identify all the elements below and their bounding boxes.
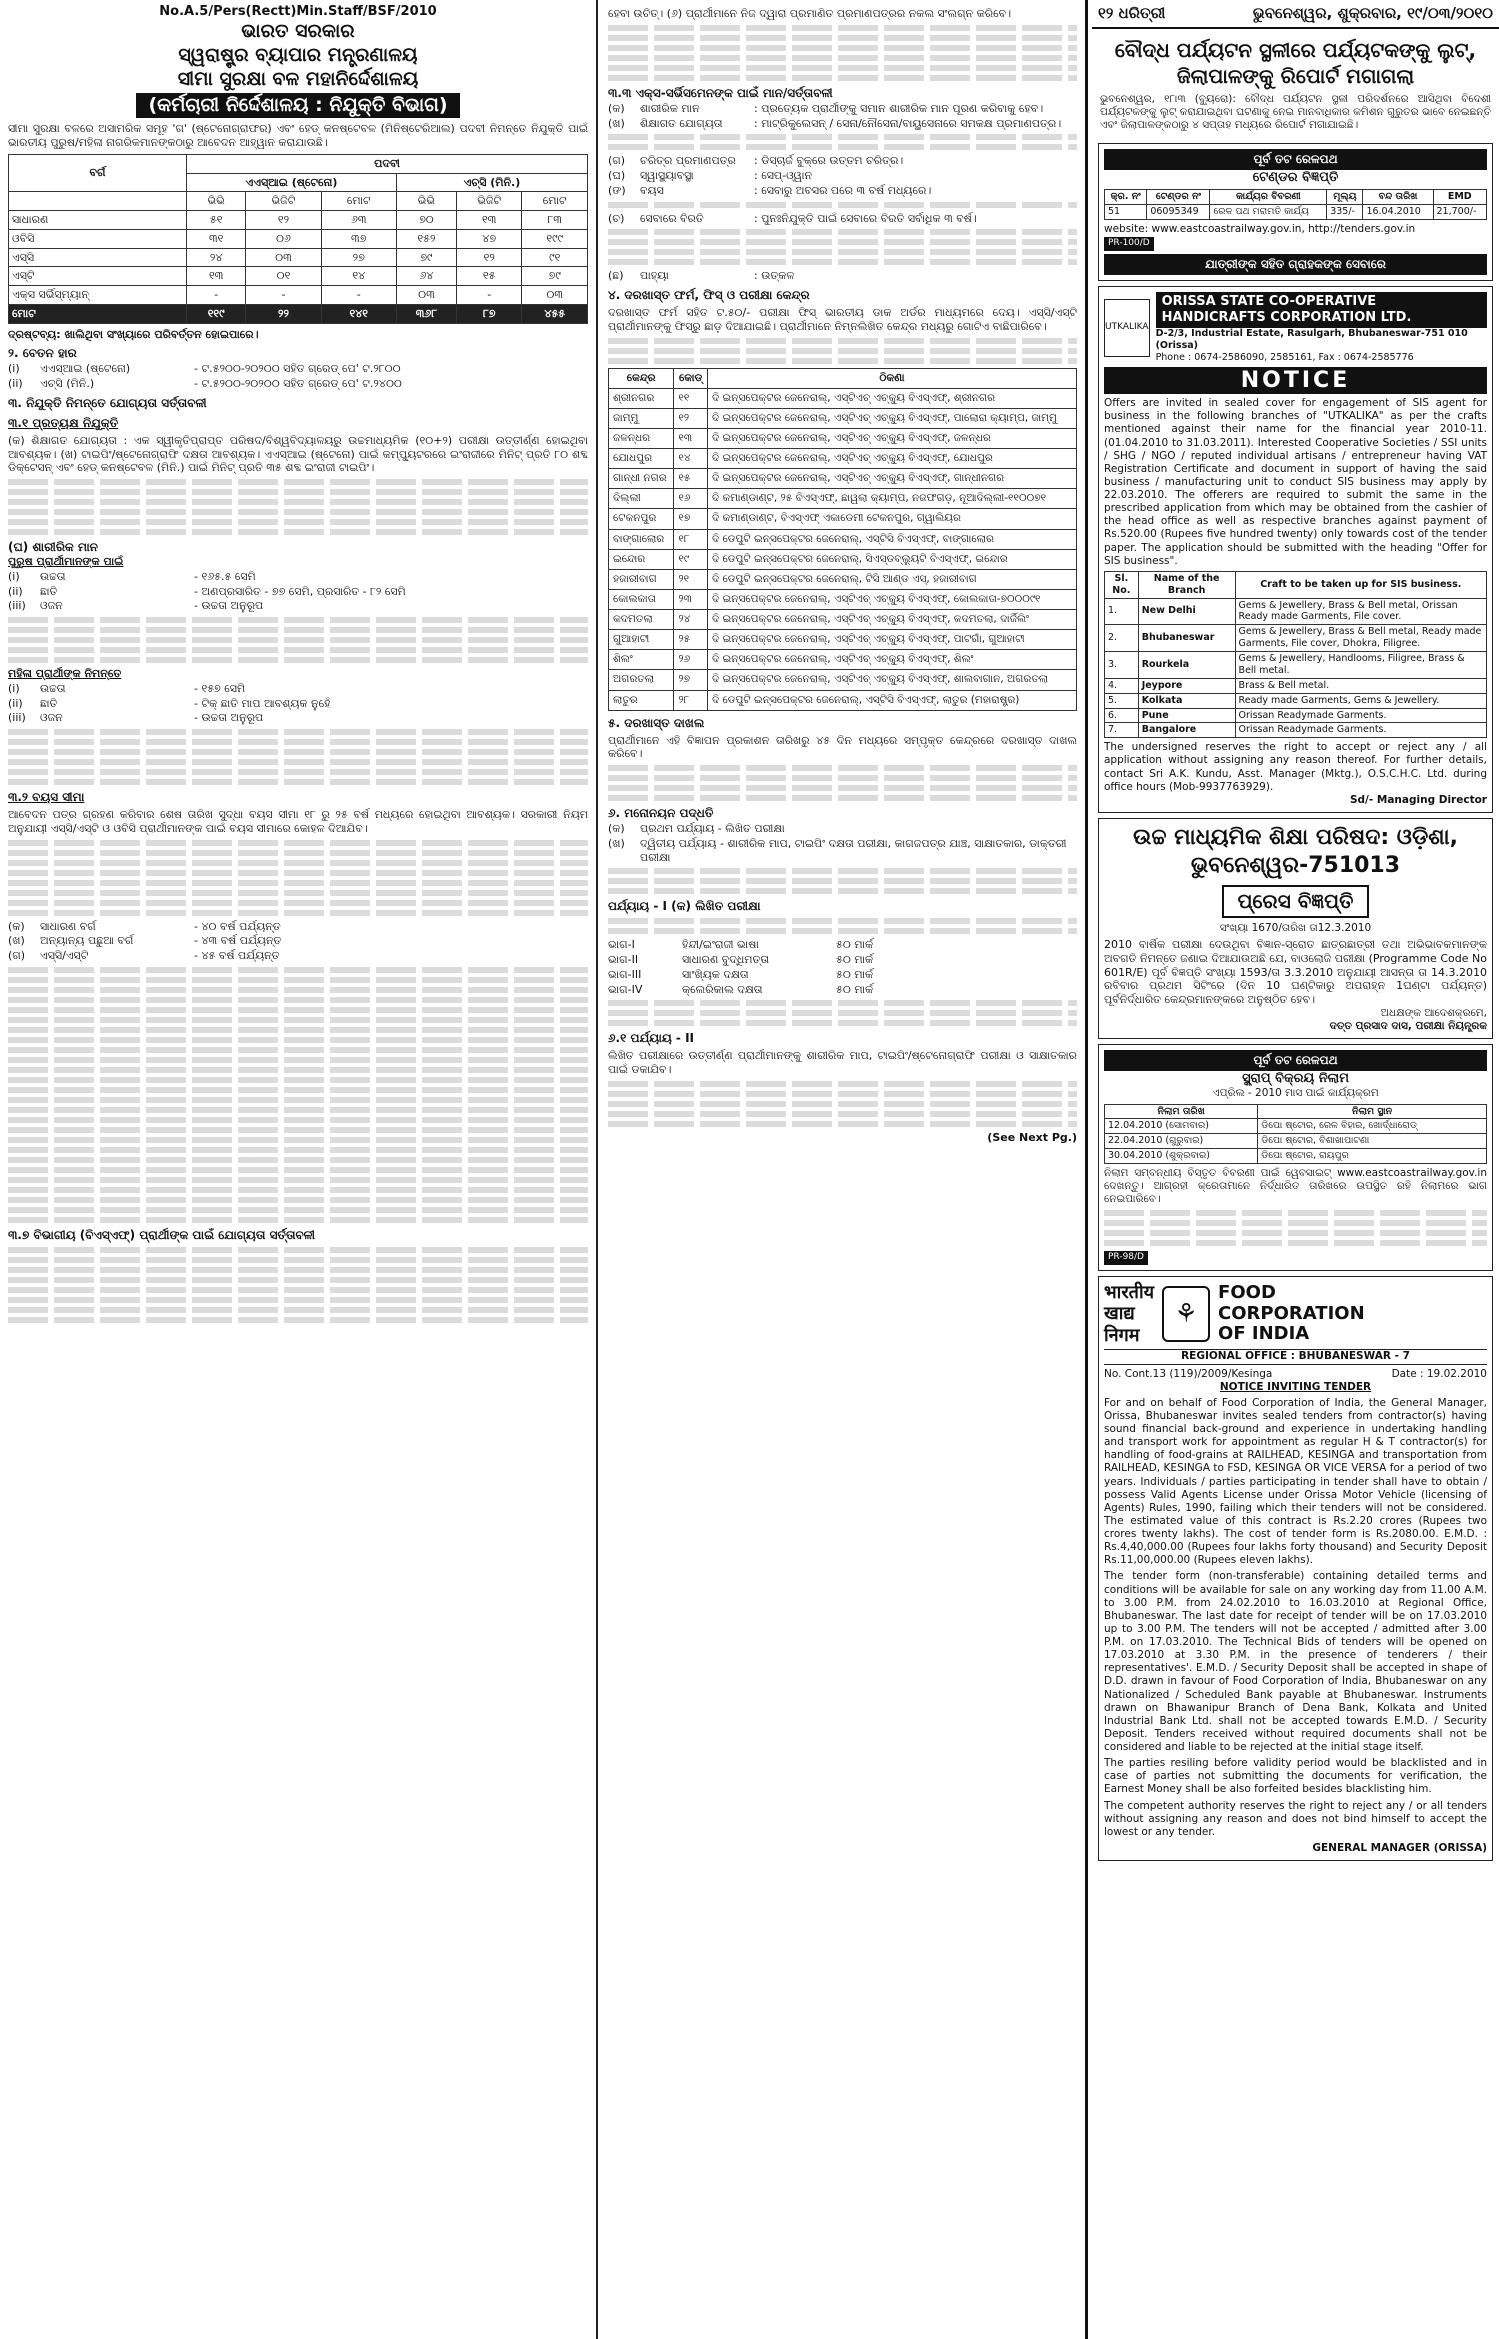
text-block xyxy=(8,637,588,643)
section-written-exam: ପର୍ଯ୍ୟାୟ - I (କ) ଲିଖିତ ପରୀକ୍ଷା xyxy=(608,899,761,914)
list-item: (ଖ) ଦ୍ୱିତୀୟ ପର୍ଯ୍ୟାୟ - ଶାରୀରିକ ମାପ, ଟାଇପିଂ ଦକ୍ଷତା ପରୀକ୍ଷା, କାଗଜପତ୍ର ଯାଞ୍ଚ, ସାକ୍ଷାତକାର, ଡାକ୍ତରୀ ପରୀକ୍ଷା xyxy=(608,836,1067,864)
see-next-page: (See Next Pg.) xyxy=(987,1130,1077,1144)
text-block xyxy=(608,1020,1077,1026)
text-block xyxy=(608,45,1077,51)
fci-paragraph-4: The competent authority reserves the right to reject any / or all tenders without assigning any reason and does not bind himself to accept the lowest or any tender. xyxy=(1104,1799,1487,1838)
fci-signature: GENERAL MANAGER (ORISSA) xyxy=(1312,1841,1487,1854)
text-block xyxy=(8,759,588,765)
list-item: (ଗ) ଚରିତ୍ର ପ୍ରମାଣପତ୍ର : ଡିସ୍‌ଚାର୍ଜ ବୁକ୍‌ରେ ଉତ୍ତମ ଚରିତ୍ର। xyxy=(608,154,904,168)
list-item: (ଙ) ବୟସ : ସେବାରୁ ଅବସର ପରେ ୩ ବର୍ଷ ମଧ୍ୟରେ। xyxy=(608,183,932,197)
section-ex-servicemen: ୩.୩ ଏକ୍ସ-ସର୍ଭିସମେନଙ୍କ ପାଇଁ ମାନ/ସର୍ତ୍ତାବଳୀ xyxy=(608,85,833,100)
text-block xyxy=(608,358,1077,364)
text-block xyxy=(8,479,588,485)
osc-header xyxy=(1104,292,1487,364)
table-row: 1. New Delhi Gems & Jewellery, Brass & Bell metal, Orissan Ready made Garments, File cover. xyxy=(1105,598,1487,625)
chse-text: 2010 ବାର୍ଷିକ ପରୀକ୍ଷା ଦେଉଥିବା ବିଜ୍ଞାନ-ସ୍ରୋତ ଛାତ୍ରଛାତ୍ରୀ ତଥା ଅଭିଭାବକମାନଙ୍କ ଅବଗତି ନିମନ୍ତେ ଜଣାଇ ଦିଆଯାଉଅଛି ଯେ, ବାଓଲୋଜି ପରୀକ୍ଷା (Programme Code No 601R/E) ପୂର୍ବ ବିଜ୍ଞପ୍ତି ସଂଖ୍ୟା 1593/ତା 3.3.2010 ଅନୁଯାୟୀ ଆସନ୍ତା ତା 14.3.2010 ରବିବାର ପ୍ରଥମ ସିଟିଂରେ (ଦିନ 10 ଘଣ୍ଟିକାରୁ ଅପରାହ୍ନ 1ଘଣ୍ଟା ପର୍ଯ୍ୟନ୍ତ) ପୂର୍ବନିର୍ଦ୍ଧାରିତ କେନ୍ଦ୍ରମାନଙ୍କରେ ଅନୁଷ୍ଠିତ ହେବ। xyxy=(1104,938,1487,1007)
text-block xyxy=(8,997,588,1003)
list-item: (ଚ) ସେବାରେ ବିରତି : ପୁନଃନିଯୁକ୍ତି ପାଇଁ ସେବାରେ ବିରତି ସର୍ବାଧିକ ୩ ବର୍ଷ। xyxy=(608,211,977,225)
auction-subheading: ସ୍କ୍ରାପ୍ ବିକ୍ରୟ ନିଲାମ xyxy=(1242,1071,1349,1087)
text-block xyxy=(608,878,1077,884)
bsf-header xyxy=(8,4,588,119)
table-row: 5. Kolkata Ready made Garments, Gems & Jewellery. xyxy=(1105,693,1487,708)
ecor-tender-ad xyxy=(1098,143,1493,280)
th-sub: ଭିଜିଟି xyxy=(246,192,321,211)
text-block xyxy=(8,840,588,846)
fci-header xyxy=(1104,1282,1487,1347)
list-item: (i) ଏଏସ୍ଆଇ (ଷ୍ଟେନୋ) - ଟ.୫୨୦୦-୨୦୨୦୦ ସହିତ ଗ୍ରେଡ୍ ପେ' ଟ.୨୮୦୦ xyxy=(8,362,401,376)
text-block xyxy=(8,987,588,993)
text-block xyxy=(8,870,588,876)
exam-centre-table xyxy=(608,368,1077,711)
table-row: ଗାନ୍ଧୀ ନଗର ୧୫ ଦି ଇନ୍‌ସପେକ୍ଟର ଜେନେରାଲ୍, ଏସ୍‌ଟିଏଚ୍ ଏଚ୍‌କ୍ୟୁ ବିଏସ୍‌ଏଫ୍, ଗାନ୍ଧୀନଗର xyxy=(609,469,1077,489)
fci-paragraph-3: The parties resiling before validity period would be blacklisted and in case of parties not submitting the documents for verification, the Earnest Money shall be also forfeited besides blacklisting him. xyxy=(1104,1757,1487,1796)
news-headline: ବୌଦ୍ଧ ପର୍ଯ୍ୟଟନ ସ୍ଥଳୀରେ ପର୍ଯ୍ୟଟକଙ୍କୁ ଲୁଟ୍, ଜିଲାପାଳଙ୍କୁ ରିପୋର୍ଟ ମଗାଗଲା xyxy=(1114,37,1477,88)
chse-title-line-1: ଉଚ୍ଚ ମାଧ୍ୟମିକ ଶିକ୍ଷା ପରିଷଦ: ଓଡ଼ିଶା, xyxy=(1133,824,1458,850)
text-block xyxy=(8,1047,588,1053)
th-asi-steno: ଏଏସ୍ଆଇ (ଷ୍ଟେନୋ) xyxy=(187,173,397,192)
table-row: କୋଲକାତା ୨୩ ଦି ଇନ୍‌ସପେକ୍ଟର ଜେନେରାଲ୍, ଏସ୍‌ଟିଏଚ୍ ଏଚ୍‌କ୍ୟୁ ବିଏସ୍‌ଏଫ୍, କୋଲକାତା-୭୦୦୦୯୧ xyxy=(609,589,1077,609)
section-age-limit: ୩.୨ ବୟସ ସୀମା xyxy=(8,790,85,804)
text-block xyxy=(8,739,588,745)
text-block xyxy=(1104,1210,1487,1216)
fci-wheat-logo-icon: ⚘ xyxy=(1162,1286,1210,1342)
table-row: ଏସ୍‌ସି ୨୪ ୦୩ ୨୭ ୭୯ ୧୨ ୯୧ xyxy=(9,248,588,267)
fci-date: Date : 19.02.2010 xyxy=(1391,1367,1487,1380)
text-block xyxy=(8,1177,588,1183)
stage-two-text: ଲିଖିତ ପରୀକ୍ଷାରେ ଉତ୍ତୀର୍ଣ୍ଣ ପ୍ରାର୍ଥୀମାନଙ୍କୁ ଶାରୀରିକ ମାପ, ଟାଇପିଂ/ଷ୍ଟେନୋଗ୍ରାଫି ପରୀକ୍ଷା ଓ ସାକ୍ଷାତକାର ପାଇଁ ଡକାଯିବ। xyxy=(608,1049,1077,1077)
text-block xyxy=(608,249,1077,255)
text-block xyxy=(608,259,1077,265)
text-block xyxy=(8,1077,588,1083)
chse-title-line-2: ଭୁବନେଶ୍ୱର-751013 xyxy=(1190,853,1401,879)
osc-name: ORISSA STATE CO-OPERATIVE HANDICRAFTS CORPORATION LTD. xyxy=(1156,292,1487,329)
chse-press-notice xyxy=(1098,818,1493,1039)
text-block xyxy=(608,765,1077,771)
text-block xyxy=(8,910,588,916)
text-block xyxy=(8,1167,588,1173)
text-block xyxy=(608,918,1077,924)
section-stage-two: ୬.୧ ପର୍ଯ୍ୟାୟ - II xyxy=(608,1031,694,1046)
text-block xyxy=(608,868,1077,874)
text-block xyxy=(8,1137,588,1143)
table-row: ଇନ୍ଦୋର ୧୯ ଦି ଡେପୁଟି ଇନ୍‌ସପେକ୍ଟର ଜେନେରାଲ୍, ସିଏସ୍‌ଡବ୍ଲ୍ୟୁଟି ବିଏସ୍‌ଏଫ୍, ଇନ୍ଦୋର xyxy=(609,549,1077,569)
section-application-form: ୪. ଦରଖାସ୍ତ ଫର୍ମ, ଫିସ୍ ଓ ପରୀକ୍ଷା କେନ୍ଦ୍ର xyxy=(608,288,810,302)
table-row: 51 06095349 ରେଳ ପଥ ମରାମତି କାର୍ଯ୍ୟ 335/- 16.04.2010 21,700/- xyxy=(1105,205,1487,220)
text-block xyxy=(608,134,1077,140)
ecor-auction-ad xyxy=(1098,1044,1493,1271)
osc-signature: Sd/- Managing Director xyxy=(1349,793,1487,806)
text-block xyxy=(8,1057,588,1063)
male-candidates-heading: ପୁରୁଷ ପ୍ରାର୍ଥୀମାନଙ୍କ ପାଇଁ xyxy=(8,555,124,568)
text-block xyxy=(8,1307,588,1313)
table-row: ସାଧାରଣ ୫୧ ୧୨ ୬୩ ୭୦ ୧୩ ୮୩ xyxy=(9,211,588,230)
newspaper-page-label: ୧୨ ଧରିତ୍ରୀ xyxy=(1098,4,1166,22)
text-block xyxy=(8,900,588,906)
table-row: ଏକ୍ସ ସର୍ଭିସ୍‌ମ୍ୟାନ୍ - - - ୦୩ - ୦୩ xyxy=(9,286,588,305)
reference-number: No.A.5/Pers(Rectt)Min.Staff/BSF/2010 xyxy=(159,4,437,19)
text-block xyxy=(8,1187,588,1193)
text-block xyxy=(608,75,1077,81)
osc-footer-text: The undersigned reserves the right to accept or reject any / all application without assigning any reason thereof. For further details, contact Sri A.K. Kundu, Asst. Manager (Mktg.), O.S.C.H.C. Ltd. during office hours (Mob-9937763929). xyxy=(1104,741,1487,793)
header-line-1: ଭାରତ ସରକାର xyxy=(241,20,355,43)
table-row: ଯୋଧପୁର ୧୪ ଦି ଇନ୍‌ସପେକ୍ଟର ଜେନେରାଲ୍, ଏସ୍‌ଟିଏଚ୍ ଏଚ୍‌କ୍ୟୁ ବିଏସ୍‌ଏଫ୍, ଯୋଧପୁର xyxy=(609,449,1077,469)
list-item: (iii) ଓଜନ - ଉଚ୍ଚତା ଅନୁରୂପ xyxy=(8,711,264,725)
list-item: (i) ଉଚ୍ଚତା - ୧୫୭ ସେମି xyxy=(8,681,246,695)
fci-contract-number: No. Cont.13 (119)/2009/Kesinga xyxy=(1104,1367,1273,1380)
text-block xyxy=(8,850,588,856)
th-address: ଠିକଣା xyxy=(707,368,1076,388)
text-block xyxy=(8,1317,588,1323)
text-block xyxy=(8,860,588,866)
table-row: ଗୁଆହାଟୀ ୨୫ ଦି ଇନ୍‌ସପେକ୍ଟର ଜେନେରାଲ୍, ଏସ୍‌ଟିଏଚ୍ ଏଚ୍‌କ୍ୟୁ ବିଏସ୍‌ଏଫ୍, ପାଟଗାଁ, ଗୁଆହାଟୀ xyxy=(609,630,1077,650)
osc-notice-text: Offers are invited in sealed cover for engagement of SIS agent for business in the following branches of "UTKALIKA" as per the crafts mentioned against their name for the financial year 2010-11. (01.04.2010 to 31.03.2011). Interested Cooperative Societies / SSI units / SHG / NGO / reputed individual artisans / entrepreneur having VAT Registration Certificate and document in support of having the said business / manufacturing unit to conduct SIS business may apply by 22.03.2010. The offerers are required to submit the same in the prescribed application from which may be obtained from the cashier of the head office as well as respective branches against payment of Rs.520.00 (Rupees five hundred twenty) only towards cost of the tender paper. The application should be submitted with the heading "Offer for SIS business". xyxy=(1104,397,1487,567)
list-item: ଭାଗ-III ସାଂଖ୍ୟିକ ଦକ୍ଷତା ୫୦ ମାର୍କ xyxy=(608,967,874,981)
list-item: (କ) ପ୍ରଥମ ପର୍ଯ୍ୟାୟ - ଲିଖିତ ପରୀକ୍ଷା xyxy=(608,822,785,836)
ecor-subheading: ଟେଣ୍ଡର ବିଜ୍ଞପ୍ତି xyxy=(1252,170,1339,186)
ecor-website: website: www.eastcoastrailway.gov.in, http://tenders.gov.in xyxy=(1104,223,1416,236)
text-block xyxy=(8,729,588,735)
list-item: (ii) ଏଚ୍‌ସି (ମିନି.) - ଟ.୫୨୦୦-୨୦୨୦୦ ସହିତ ଗ୍ରେଡ୍ ପେ' ଟ.୨୪୦୦ xyxy=(8,377,402,390)
text-block xyxy=(8,627,588,633)
fci-english-name: FOOD CORPORATION OF INDIA xyxy=(1218,1282,1365,1345)
text-block xyxy=(8,779,588,785)
text-block xyxy=(8,1087,588,1093)
table-row: ଲାତୁର ୨୮ ଦି ଡେପୁଟି ଇନ୍‌ସପେକ୍ଟର ଜେନେରାଲ୍, ଏସ୍‌ଟିସି ବିଏସ୍‌ଏଫ୍, ଲାତୁର (ମହାରାଷ୍ଟ୍ର) xyxy=(609,690,1077,710)
th-sub: ଭିଭି xyxy=(187,192,246,211)
section-pay-scale: ୨. ବେତନ ହାର xyxy=(8,346,77,361)
list-item: ଭାଗ-II ସାଧାରଣ ବୁଦ୍ଧିମତ୍ତା ୫୦ ମାର୍କ xyxy=(608,953,874,967)
th-sub: ଭିଜିଟି xyxy=(456,192,522,211)
right-column xyxy=(1092,0,1499,2339)
text-block xyxy=(8,1117,588,1123)
text-block xyxy=(8,1157,588,1163)
notice-heading: NOTICE xyxy=(1104,367,1487,395)
table-row: ବାଙ୍ଗାଲୋର ୧୮ ଦି ଡେପୁଟି ଇନ୍‌ସପେକ୍ଟର ଜେନେରାଲ୍, ଏସ୍‌ଟିସି ବିଏସ୍‌ଏଫ୍, ବାଙ୍ଗାଲୋର xyxy=(609,529,1077,549)
text-block xyxy=(8,1217,588,1223)
auction-table: ନିଲାମ ତାରିଖ ନିଲାମ ସ୍ଥାନ 12.04.2010 (ସୋମବାର) ଡିପୋ ଷ୍ଟୋର, ରେଳ ବିହାର, ଖୋର୍ଦ୍ଧାରୋଡ୍ 22.04.2010 (ଗୁରୁବାର) ଡିପୋ ଷ୍ଟୋର, ବିଶାଖାପାଟଣା 30.04.2010 (ଶୁକ୍ରବାର) ଡିପୋ ଷ୍ଟୋର, ରାୟପୁର xyxy=(1104,1104,1487,1165)
table-row: 22.04.2010 (ଗୁରୁବାର) ଡିପୋ ଷ୍ଟୋର, ବିଶାଖାପାଟଣା xyxy=(1105,1134,1487,1149)
text-block xyxy=(608,1010,1077,1016)
text-block xyxy=(8,1097,588,1103)
header-directorate: (କର୍ମଚାରୀ ନିର୍ଦ୍ଦେଶାଳୟ : ନିଯୁକ୍ତି ବିଭାଗ) xyxy=(136,93,459,119)
table-row: ଓବିସି ୩୧ ୦୬ ୩୭ ୧୫୨ ୪୭ ୧୯୯ xyxy=(9,229,588,248)
text-block xyxy=(608,1111,1077,1117)
text-block xyxy=(608,1121,1077,1127)
ecor-heading: ପୂର୍ବ ତଟ ରେଳପଥ xyxy=(1104,149,1487,170)
text-block xyxy=(8,509,588,515)
text-block xyxy=(608,229,1077,235)
top-text: ହେବା ଉଚିତ୍। (୬) ପ୍ରାର୍ଥୀମାନେ ନିଜ ଦ୍ୱାରା ପ୍ରମାଣିତ ପ୍ରମାଣପତ୍ରର ନକଲ ସଂଲଗ୍ନ କରିବେ। xyxy=(608,7,1012,20)
list-item: ଭାଗ-IV କ୍ଲେରିକାଲ ଦକ୍ଷତା ୫୦ ମାର୍କ xyxy=(608,982,874,996)
ecor-code: PR-100/D xyxy=(1104,237,1154,250)
section-eligibility: ୩. ନିଯୁକ୍ତି ନିମନ୍ତେ ଯୋଗ୍ୟତା ସର୍ତ୍ତାବଳୀ xyxy=(8,395,207,410)
text-block xyxy=(608,785,1077,791)
table-row: 7. Bangalore Orissan Readymade Garments. xyxy=(1105,723,1487,738)
text-block xyxy=(608,338,1077,344)
table-row: ଜଳନ୍ଧର ୧୩ ଦି ଇନ୍‌ସପେକ୍ଟର ଜେନେରାଲ୍, ଏସ୍‌ଟିଏଚ୍ ଏଚ୍‌କ୍ୟୁ ବିଏସ୍‌ଏଫ୍, ଜଳନ୍ଧର xyxy=(609,428,1077,448)
newspaper-date: ଭୁବନେଶ୍ୱର, ଶୁକ୍ରବାର, ୧୯/୦୩/୨୦୧୦ xyxy=(1252,4,1493,22)
list-item: (ଗ) ଏସ୍‌ସି/ଏସ୍‌ଟି - ୪୫ ବର୍ଷ ପର୍ଯ୍ୟନ୍ତ xyxy=(8,949,280,962)
text-block xyxy=(8,1147,588,1153)
text-block xyxy=(8,880,588,886)
text-block xyxy=(608,1091,1077,1097)
text-block xyxy=(608,202,1077,208)
th-category: ବର୍ଗ xyxy=(9,154,187,192)
text-block xyxy=(608,35,1077,41)
th-sub: ଭିଭି xyxy=(396,192,456,211)
text-block xyxy=(608,239,1077,245)
fci-hindi-name: भारतीय खाद्य निगम xyxy=(1104,1281,1155,1346)
fci-notice-title: NOTICE INVITING TENDER xyxy=(1219,1380,1372,1393)
text-block xyxy=(8,1277,588,1283)
table-row: 2. Bhubaneswar Gems & Jewellery, Brass & Bell metal, Ready made Garments, File cover, Dhokra, Filigree. xyxy=(1105,625,1487,652)
vacancy-table xyxy=(8,154,588,324)
th-centre: କେନ୍ଦ୍ର xyxy=(609,368,674,388)
text-block xyxy=(8,977,588,983)
female-candidates-heading: ମହିଳା ପ୍ରାର୍ଥୀଙ୍କ ନିମନ୍ତେ xyxy=(8,667,122,680)
text-block xyxy=(608,25,1077,31)
osc-address: D-2/3, Industrial Estate, Rasulgarh, Bhubaneswar-751 010 (Orissa) xyxy=(1155,328,1468,351)
chse-signature-line-2: ଦତ୍ତ ପ୍ରସାଦ ଦାସ, ପରୀକ୍ଷା ନିୟନ୍ତ୍ରକ xyxy=(1329,1020,1487,1033)
fci-ref-row xyxy=(1104,1368,1487,1381)
text-block xyxy=(608,928,1077,934)
text-block xyxy=(8,617,588,623)
table-row: କଦମତଲା ୨୪ ଦି ଇନ୍‌ସପେକ୍ଟର ଜେନେରାଲ୍, ଏସ୍‌ଟିଏଚ୍ ଏଚ୍‌କ୍ୟୁ ବିଏସ୍‌ଏଫ୍, କଦମତଲା, ଦାର୍ଜିଲିଂ xyxy=(609,610,1077,630)
text-block xyxy=(1104,1230,1487,1236)
fci-paragraph-2: The tender form (non-transferable) containing detailed terms and conditions will be available for sale on any working day from 11.00 A.M. to 3.00 P.M. from 24.02.2010 to 16.03.2010 at Regional Office, Bhubaneswar. The last date for receipt of tender will be on 17.03.2010 up to 3.00 P.M. The tenders will not be accepted / admitted after 3.00 P.M. on 17.03.2010. The Technical Bids of tenders will be opened on 17.03.2010 at 3.30 P.M. in the presence of tenderers / their representatives'. E.M.D. / Security Deposit shall be accepted in shape of D.D. drawn in favour of Food Corporation of India, Bhubaneswar on any Nationalized / Scheduled Bank payable at Bhubaneswar. Instruments drawn on Bhawanipur Branch of Dena Bank, Kolkata and United Industrial Bank Ltd. shall not be accepted towards E.M.D. / Security Deposit. Tenders received without required documents shall not be considered and liable to be rejected at the initial stage itself. xyxy=(1104,1570,1487,1754)
text-block xyxy=(608,65,1077,71)
list-item: (ଖ) ଅନ୍ୟାନ୍ୟ ପଛୁଆ ବର୍ଗ - ୪୩ ବର୍ଷ ପର୍ଯ୍ୟନ୍ତ xyxy=(8,934,282,948)
section-submission: ୫. ଦରଖାସ୍ତ ଦାଖଲ xyxy=(608,715,705,730)
table-row: 6. Pune Orissan Readymade Garments. xyxy=(1105,708,1487,723)
text-block xyxy=(608,1000,1077,1006)
fci-paragraph-1: For and on behalf of Food Corporation of India, the General Manager, Orissa, Bhubaneswar invites sealed tenders from contractor(s) having sound financial back-ground and experience in undertaking handling and transport work for appointment as regular H & T contractor(s) for handling of food-grains at RAILHEAD, KESINGA and transportation from RAILHEAD, KESINGA to FSD, KESINGA OR VICE VERSA for a period of two years. Individuals / parties participating in tender shall have to obtain / possess Valid Agents License under Orissa Motor Vehicle (licensing of Agents) Rules, 1990, failing which their tenders will not be considered. The estimated value of this contract is Rs.2.20 crores (Rupees two crores twenty lakhs). The cost of tender form is Rs.2080.00. E.M.D. : Rs.4,40,000.00 (Rupees four lakhs forty thousand) and Security Deposit Rs.11,00,000.00 (Rupees eleven lakhs). xyxy=(1104,1396,1487,1567)
list-item: (ଛ) ପାହ୍ୟା : ଉତ୍କଳ xyxy=(608,269,795,283)
header-line-3: ସୀମା ସୁରକ୍ଷା ବଳ ମହାନିର୍ଦ୍ଦେଶାଳୟ xyxy=(177,67,419,90)
text-block xyxy=(8,749,588,755)
fci-tender-notice xyxy=(1098,1276,1493,1861)
table-row: ହଜାରୀବାଗ ୨୧ ଦି ଡେପୁଟି ଇନ୍‌ସପେକ୍ଟର ଜେନେରାଲ୍, ଟିସି ଆଣ୍ଡ ଏସ୍, ହଜାରୀବାଗ xyxy=(609,569,1077,589)
table-row: 4. Jeypore Brass & Bell metal. xyxy=(1105,678,1487,693)
chse-number: ସଂଖ୍ୟା 1670/ତାରିଖ ତା12.3.2010 xyxy=(1219,922,1372,935)
th-sub: ମୋଟ xyxy=(522,192,588,211)
text-block xyxy=(8,1007,588,1013)
fci-region: REGIONAL OFFICE : BHUBANESWAR - 7 xyxy=(1104,1349,1487,1364)
th-post: ପଦବୀ xyxy=(187,154,588,173)
text-block xyxy=(608,55,1077,61)
list-item: (ii) ଛାତି - ଟିକ୍ ଛାତି ମାପ ଆବଶ୍ୟକ ନୁହେଁ xyxy=(8,696,331,710)
text-block xyxy=(608,888,1077,894)
table-row: ଶିଲଂ ୨୬ ଦି ଇନ୍‌ସପେକ୍ଟର ଜେନେରାଲ୍, ଏସ୍‌ଟିଏଚ୍ ଏଚ୍‌କ୍ୟୁ ବିଏସ୍‌ଏଫ୍, ଶିଲଂ xyxy=(609,650,1077,670)
list-item: (i) ଉଚ୍ଚତା - ୧୬୫.୫ ସେମି xyxy=(8,569,256,583)
text-block xyxy=(8,1017,588,1023)
text-block xyxy=(8,1027,588,1033)
text-block xyxy=(8,769,588,775)
list-item: ଭାଗ-I ହିନ୍ଦୀ/ଇଂରାଜୀ ଭାଷା ୫୦ ମାର୍କ xyxy=(608,938,874,952)
text-block xyxy=(608,144,1077,150)
text-block xyxy=(1104,1240,1487,1246)
th-code: କୋଡ୍ xyxy=(674,368,708,388)
osc-phone: Phone : 0674-2586090, 2585161, Fax : 0674-2585776 xyxy=(1155,351,1414,363)
text-block xyxy=(608,348,1077,354)
text-block xyxy=(8,1257,588,1263)
list-item: (ଘ) ସ୍ୱାସ୍ଥ୍ୟାବସ୍ଥା : ସେପ୍-ଓ୍ୱାନ xyxy=(608,169,813,182)
table-row: ଶ୍ରୀନଗର ୧୧ ଦି ଇନ୍‌ସପେକ୍ଟର ଜେନେରାଲ୍, ଏସ୍‌ଟିଏଚ୍ ଏଚ୍‌କ୍ୟୁ ବିଏସ୍‌ଏଫ୍, ଶ୍ରୀନଗର xyxy=(609,388,1077,408)
list-item: (ii) ଛାତି - ଅଣପ୍ରସାରିତ - ୭୭ ସେମି, ପ୍ରସାରିତ - ୮୨ ସେମି xyxy=(8,584,406,598)
list-item: (iii) ଓଜନ - ଉଚ୍ଚତା ଅନୁରୂପ xyxy=(8,599,264,613)
text-block xyxy=(1104,1220,1487,1226)
text-block xyxy=(8,967,588,973)
chse-signature-line-1: ଅଧକ୍ଷଙ୍କ ଆଦେଶକ୍ରମେ, xyxy=(1380,1006,1487,1019)
list-item: (କ) ସାଧାରଣ ବର୍ଗ - ୪୦ ବର୍ଷ ପର୍ଯ୍ୟନ୍ତ xyxy=(8,919,281,933)
text-block xyxy=(608,1081,1077,1087)
table-row: ଦିଲ୍ଲୀ ୧୬ ଦି କମାଣ୍ଡାଣ୍ଟ, ୨୫ ବିଏସ୍‌ଏଫ୍, ଛାୱଲା କ୍ୟାମ୍ପ, ନଜଫଗଡ଼, ନୂଆଦିଲ୍ଲୀ-୧୧୦୦୭୧ xyxy=(609,489,1077,509)
osc-branch-table: Sl. No. Name of the Branch Craft to be taken up for SIS business. 1. New Delhi Gems & Jewellery, Brass & Bell metal, Orissan Ready made Garments, File cover. 2. Bhubaneswar Gems & Jewellery, Brass & Bell metal, Ready made Garments, File cover, Dhokra, Filigree. 3. Rourkela Gems & Jewellery, Handlooms, Filigree, Brass & Bell metal. 4. Jeypore Brass & Bell metal. 5. Kolkata Ready made Garments, Gems & Jewellery. 6. Pune Orissan Readymade Garments. 7. Bangalore Orissan Readymade Garments. xyxy=(1104,571,1487,739)
text-block xyxy=(8,499,588,505)
text-block xyxy=(8,1207,588,1213)
th-sub: ମୋଟ xyxy=(321,192,396,211)
text-block xyxy=(8,489,588,495)
auction-schedule: ଏପ୍ରିଲ - 2010 ମାସ ପାଇଁ କାର୍ଯ୍ୟକ୍ରମ xyxy=(1212,1087,1379,1100)
section-direct-recruitment: ୩.୧ ପ୍ରତ୍ୟକ୍ଷ ନିଯୁକ୍ତି xyxy=(8,415,119,430)
table-row: 12.04.2010 (ସୋମବାର) ଡିପୋ ଷ୍ଟୋର, ରେଳ ବିହାର, ଖୋର୍ଦ୍ଧାରୋଡ୍ xyxy=(1105,1119,1487,1134)
note-text: ଦ୍ରଷ୍ଟବ୍ୟ: ଖାଲିଥିବା ସଂଖ୍ୟାରେ ପରିବର୍ତ୍ତନ ହୋଇପାରେ। xyxy=(8,327,259,341)
text-block xyxy=(8,657,588,663)
submission-text: ପ୍ରାର୍ଥୀମାନେ ଏହି ବିଜ୍ଞାପନ ପ୍ରକାଶନ ତାରିଖରୁ ୪୫ ଦିନ ମଧ୍ୟରେ ସମ୍ପୃକ୍ତ କେନ୍ଦ୍ରରେ ଦରଖାସ୍ତ ଦାଖଲ କରିବେ। xyxy=(608,733,1077,761)
table-row: ଜାମ୍ମୁ ୧୨ ଦି ଇନ୍‌ସପେକ୍ଟର ଜେନେରାଲ୍, ଏସ୍‌ଟିଏଚ୍ ଏଚ୍‌କ୍ୟୁ ବିଏସ୍‌ଏଫ୍, ପାଲୋରା କ୍ୟାମ୍ପ, ଜାମ୍ମୁ xyxy=(609,408,1077,428)
auction-text: ନିଲାମ ସମ୍ବନ୍ଧୀୟ ବିସ୍ତୃତ ବିବରଣୀ ପାଇଁ ୱେବସାଇଟ୍ www.eastcoastrailway.gov.in ଦେଖନ୍ତୁ। ଆଗ୍ରହୀ କ୍ରେତାମାନେ ନିର୍ଦ୍ଧାରିତ ତାରିଖରେ ଉପସ୍ଥିତ ରହି ନିଲାମରେ ଭାଗ ନେଇପାରିବେ। xyxy=(1104,1167,1487,1206)
th-hc-min: ଏଚ୍‌ସି (ମିନି.) xyxy=(396,173,587,192)
table-row: 30.04.2010 (ଶୁକ୍ରବାର) ଡିପୋ ଷ୍ଟୋର, ରାୟପୁର xyxy=(1105,1149,1487,1164)
eligibility-text: (କ) ଶିକ୍ଷାଗତ ଯୋଗ୍ୟତା : ଏକ ସ୍ୱୀକୃତିପ୍ରାପ୍ତ ପରିଷଦ/ବିଶ୍ୱବିଦ୍ୟାଳୟରୁ ଉଚ୍ଚମାଧ୍ୟମିକ (୧୦+୨) ପରୀକ୍ଷା ଉତ୍ତୀର୍ଣ୍ଣ ହୋଇଥିବା ଆବଶ୍ୟକ। (ଖ) ଟାଇପିଂ/ଷ୍ଟେନୋଗ୍ରାଫି ଦକ୍ଷତା ଆବଶ୍ୟକ। ଏଏସ୍ଆଇ (ଷ୍ଟେନୋ) ପାଇଁ କମ୍ପ୍ୟୁଟରରେ ଇଂରାଜୀରେ ମିନିଟ୍ ପ୍ରତି ୮୦ ଶବ୍ଦ ଡିକ୍ଟେସନ୍ ଏବଂ ହେଡ୍ କନଷ୍ଟେବଳ (ମିନି.) ପାଇଁ ମିନିଟ୍ ପ୍ରତି ୩୫ ଶବ୍ଦ ଇଂରାଜୀ ଟାଇପିଂ। xyxy=(8,433,588,475)
auction-heading: ପୂର୍ବ ତଟ ରେଳପଥ xyxy=(1104,1050,1487,1071)
text-block xyxy=(8,1287,588,1293)
text-block xyxy=(608,775,1077,781)
text-block xyxy=(8,519,588,525)
application-text: ଦରଖାସ୍ତ ଫର୍ମ ସହିତ ଟ.୫୦/- ପରୀକ୍ଷା ଫିସ୍ ଭାରତୀୟ ଡାକ ଅର୍ଡର ମାଧ୍ୟମରେ ଦେୟ। ଏସ୍‌ସି/ଏସ୍‌ଟି ପ୍ରାର୍ଥୀମାନଙ୍କୁ ଫିସ୍‌ରୁ ଛାଡ଼ ଦିଆଯାଇଛି। ପ୍ରାର୍ଥୀମାନେ ନିମ୍ନଲିଖିତ କେନ୍ଦ୍ର ମଧ୍ୟରୁ ଗୋଟିଏ ବାଛିପାରିବେ। xyxy=(608,306,1077,333)
section-selection: ୬. ମନୋନୟନ ପଦ୍ଧତି xyxy=(608,806,714,821)
text-block xyxy=(8,529,588,535)
text-block xyxy=(8,1197,588,1203)
intro-paragraph: ସୀମା ସୁରକ୍ଷା ବଳରେ ଅସାମରିକ ସମୂହ 'ଗ' (ଷ୍ଟେନୋଗ୍ରାଫର) ଏବଂ ହେଡ୍ କନଷ୍ଟେବଳ (ମିନିଷ୍ଟେରିଆଲ) ପଦବୀ ନିମନ୍ତେ ନିଯୁକ୍ତି ପାଇଁ ଭାରତୀୟ ପୁରୁଷ/ମହିଳା ନାଗରିକମାନଙ୍କଠାରୁ ଆବେଦନ ଆହ୍ୱାନ କରାଯାଉଛି। xyxy=(8,122,588,149)
masthead xyxy=(1092,0,1499,29)
text-block xyxy=(8,647,588,653)
bsf-advertisement xyxy=(0,0,598,2339)
age-limit-text: ଆବେଦନ ପତ୍ର ଗ୍ରହଣ କରିବାର ଶେଷ ତାରିଖ ସୁଦ୍ଧା ବୟସ ସୀମା ୧୮ ରୁ ୨୫ ବର୍ଷ ମଧ୍ୟରେ ହୋଇଥିବା ଆବଶ୍ୟକ। ସରକାରୀ ନିୟମ ଅନୁଯାୟୀ ଏସ୍‌ସି/ଏସ୍‌ଟି ଓ ଓବିସି ପ୍ରାର୍ଥୀମାନଙ୍କ ପାଇଁ ବୟସ ସୀମାରେ କୋହଳ ଦିଆଯିବ। xyxy=(8,808,588,835)
text-block xyxy=(8,1247,588,1253)
text-block xyxy=(8,1037,588,1043)
text-block xyxy=(8,1107,588,1113)
section-physical-standards: (ଘ) ଶାରୀରିକ ମାନ xyxy=(8,540,98,554)
text-block xyxy=(608,795,1077,801)
text-block xyxy=(8,1127,588,1133)
text-block xyxy=(608,1101,1077,1107)
utkalika-logo-icon: UTKALIKA xyxy=(1104,299,1150,357)
table-row: ଟେକନପୁର ୧୭ ଦି କମାଣ୍ଡାଣ୍ଟ, ବିଏସ୍‌ଏଫ୍ ଏକାଡେମୀ ଟେକନପୁର, ଗ୍ୱାଲିୟର xyxy=(609,509,1077,529)
list-item: (ଖ) ଶିକ୍ଷାଗତ ଯୋଗ୍ୟତା : ମାଟ୍ରିକୁଲେସନ୍ / ସେନା/ନୌସେନା/ବାୟୁସେନାରେ ସମକକ୍ଷ ପ୍ରମାଣପତ୍ର। xyxy=(608,116,1062,130)
table-row: ଏସ୍‌ଟି ୧୩ ୦୧ ୧୪ ୬୪ ୧୫ ୭୯ xyxy=(9,267,588,286)
news-body: ଭୁବନେଶ୍ୱର, ୧୮ା୩ (ବ୍ୟୁରୋ): ବୌଦ୍ଧ ପର୍ଯ୍ୟଟନ ସ୍ଥଳୀ ପରିଦର୍ଶନରେ ଆସିଥିବା ବିଦେଶୀ ପର୍ଯ୍ୟଟକଙ୍କୁ ଲୁଟ୍ କରାଯାଇଥିବା ଘଟଣାକୁ ନେଇ ମାନବାଧିକାର କମିଶନ ଗୁରୁତର ଭାବେ ନେଇଛନ୍ତି ଏବଂ ଜିଲାପାଳଙ୍କଠାରୁ ୪ ସପ୍ତାହ ମଧ୍ୟରେ ରିପୋର୍ଟ ମଗାଯାଇଛି। xyxy=(1100,92,1491,131)
table-total-row: ମୋଟ ୧୧୯ ୨୨ ୧୪୧ ୩୬୮ ୮୭ ୪୫୫ xyxy=(9,304,588,323)
table-row: ଅଗରତଲା ୨୭ ଦି ଇନ୍‌ସପେକ୍ଟର ଜେନେରାଲ୍, ଏସ୍‌ଟିଏଚ୍ ଏଚ୍‌କ୍ୟୁ ବିଏସ୍‌ଏଫ୍, ଶାଲବାଗାନ, ଅଗରତଲା xyxy=(609,670,1077,690)
text-block xyxy=(8,1267,588,1273)
text-block xyxy=(8,1067,588,1073)
ecor-tender-table: କ୍ର. ନଂ ଟେଣ୍ଡର ନଂ କାର୍ଯ୍ୟର ବିବରଣୀ ମୂଲ୍ୟ ବନ୍ଦ ତାରିଖ EMD 51 06095349 ରେଳ ପଥ ମରାମତି କାର୍ଯ୍ୟ 335/- 16.04.2010 21,700/- xyxy=(1104,189,1487,220)
osc-handicrafts-notice xyxy=(1098,286,1493,813)
list-item: (କ) ଶାରୀରିକ ମାନ : ପ୍ରତ୍ୟେକ ପ୍ରାର୍ଥୀଙ୍କୁ ସମାନ ଶାରୀରିକ ମାନ ପୂରଣ କରିବାକୁ ହେବ। xyxy=(608,101,1044,115)
press-release-label: ପ୍ରେସ ବିଜ୍ଞପ୍ତି xyxy=(1222,885,1370,918)
text-block xyxy=(8,890,588,896)
ecor-slogan: ଯାତ୍ରୀଙ୍କ ସହିତ ଗ୍ରାହକଙ୍କ ସେବାରେ xyxy=(1104,254,1487,275)
header-line-2: ସ୍ୱରାଷ୍ଟ୍ର ବ୍ୟାପାର ମନ୍ତ୍ରଣାଳୟ xyxy=(178,44,418,66)
bsf-advertisement-continued xyxy=(600,0,1088,2339)
text-block xyxy=(8,1297,588,1303)
table-row: 3. Rourkela Gems & Jewellery, Handlooms, Filigree, Brass & Bell metal. xyxy=(1105,652,1487,679)
auction-code: PR-98/D xyxy=(1104,1251,1148,1264)
section-departmental: ୩.୭ ବିଭାଗୀୟ (ବିଏସ୍‌ଏଫ୍) ପ୍ରାର୍ଥୀଙ୍କ ପାଇଁ ଯୋଗ୍ୟତା ସର୍ତ୍ତାବଳୀ xyxy=(8,1227,315,1242)
